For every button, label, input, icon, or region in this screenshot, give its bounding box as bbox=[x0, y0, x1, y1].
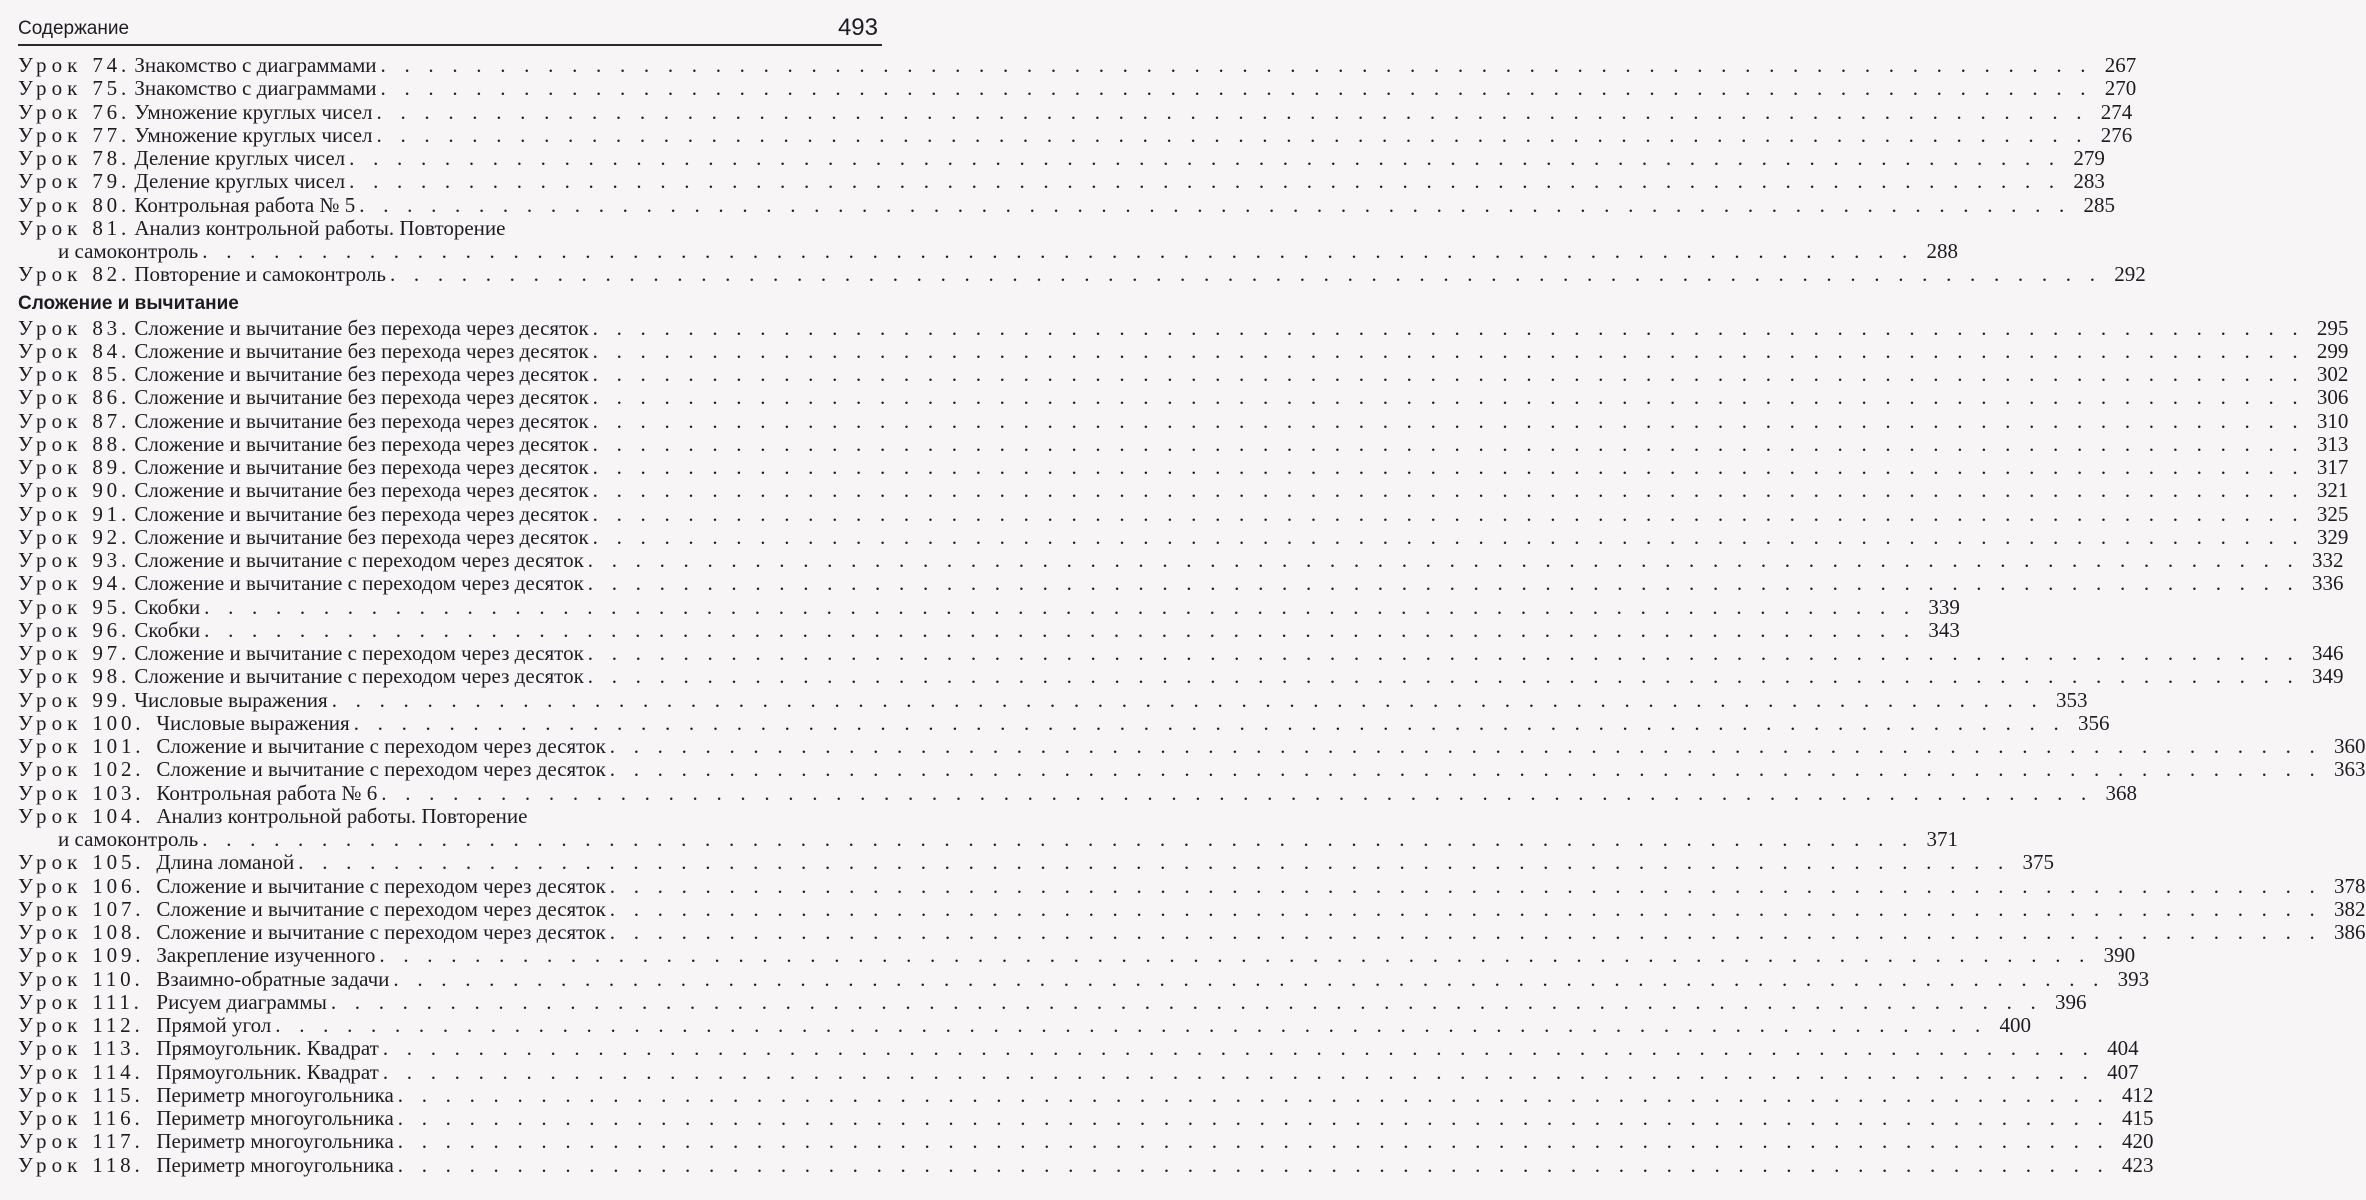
dot-leader: . . . . . . . . . . . . . . . . . . . . . . . . . . . . . . . . . . . . . . . . . . . . . . . . . . . . . . . . . . . . . . . . . . . . . . . . bbox=[330, 989, 2043, 1014]
dot-leader: . . . . . . . . . . . . . . . . . . . . . . . . . . . . . . . . . . . . . . . . . . . . . . . . . . . . . . . . . . . . . . . . . . . . . . . . bbox=[609, 873, 2322, 898]
lesson-title: Сложение и вычитание с переходом через десяток bbox=[134, 548, 584, 572]
lesson-label: Урок bbox=[18, 478, 83, 503]
lesson-title: Прямой угол bbox=[156, 1013, 272, 1037]
dot-leader: . . . . . . . . . . . . . . . . . . . . . . . . . . . . . . . . . . . . . . . . . . . . . . . . . . . . . . . . . . . . . . . . . . . . . . . . bbox=[592, 524, 2305, 549]
page-ref: 349 bbox=[2312, 664, 2344, 689]
lesson-label: Урок bbox=[18, 315, 83, 340]
lesson-title-continued: и самоконтроль bbox=[58, 239, 199, 263]
lesson-label: Урок bbox=[18, 99, 83, 124]
lesson-number: 109. bbox=[92, 943, 145, 968]
lesson-number: 99. bbox=[92, 687, 130, 712]
toc-entry bbox=[18, 873, 2366, 898]
lesson-title: Сложение и вычитание с переходом через десяток bbox=[156, 920, 606, 944]
page-ref: 306 bbox=[2316, 385, 2349, 410]
dot-leader: . . . . . . . . . . . . . . . . . . . . . . . . . . . . . . . . . . . . . . . . . . . . . . . . . . . . . . . . . . . . . . . . . . . . . . . . bbox=[379, 943, 2092, 968]
dot-leader: . . . . . . . . . . . . . . . . . . . . . . . . . . . . . . . . . . . . . . . . . . . . . . . . . . . . . . . . . . . . . . . . . . . . . . . . bbox=[382, 1059, 2095, 1084]
page-ref: 288 bbox=[1926, 239, 1958, 263]
page-ref: 332 bbox=[2312, 548, 2344, 572]
page-ref: 386 bbox=[2334, 920, 2366, 944]
lesson-label: Урок bbox=[18, 192, 83, 217]
toc-entry bbox=[18, 1059, 2139, 1084]
lesson-number: 82. bbox=[92, 262, 130, 287]
toc-entry bbox=[18, 571, 2344, 596]
toc-entry bbox=[18, 122, 2133, 147]
lesson-number: 114. bbox=[92, 1059, 144, 1084]
toc-entry bbox=[18, 385, 2349, 410]
dot-leader: . . . . . . . . . . . . . . . . . . . . . . . . . . . . . . . . . . . . . . . . . . . . . . . . . . . . . . . . . . . . . . . . . . . . . . . . bbox=[349, 169, 2061, 194]
dot-leader: . . . . . . . . . . . . . . . . . . . . . . . . . . . . . . . . . . . . . . . . . . . . . . . . . . . . . . . . . . . . . . . . . . . . . . . . bbox=[592, 431, 2305, 456]
toc-entry bbox=[18, 687, 2088, 712]
toc-entry bbox=[18, 431, 2349, 456]
page-ref: 360 bbox=[2334, 734, 2366, 758]
lesson-label: Урок bbox=[18, 53, 83, 77]
toc-entry bbox=[18, 966, 2150, 991]
page-ref: 353 bbox=[2055, 687, 2088, 712]
lesson-title: Периметр многоугольника bbox=[156, 1152, 394, 1177]
toc-entry bbox=[18, 524, 2349, 549]
toc-entry bbox=[18, 896, 2366, 921]
lesson-label: Урок bbox=[18, 385, 83, 410]
dot-leader: . . . . . . . . . . . . . . . . . . . . . . . . . . . . . . . . . . . . . . . . . . . . . . . . . . . . . . . . . . . . . . . . . . . . . . . . bbox=[389, 262, 2102, 287]
lesson-number: 79. bbox=[92, 169, 130, 194]
lesson-label: Урок bbox=[18, 710, 83, 735]
lesson-number: 110. bbox=[92, 966, 144, 991]
lesson-title: Деление круглых чисел bbox=[134, 146, 346, 170]
lesson-number: 108. bbox=[92, 920, 145, 944]
page-ref: 356 bbox=[2077, 710, 2110, 735]
section-heading: Сложение и вычитание bbox=[18, 292, 239, 314]
toc-entry bbox=[18, 501, 2349, 526]
lesson-label: Урок bbox=[18, 408, 83, 433]
page-ref: 302 bbox=[2316, 362, 2349, 386]
dot-leader: . . . . . . . . . . . . . . . . . . . . . . . . . . . . . . . . . . . . . . . . . . . . . . . . . . . . . . . . . . . . . . . . . . . . . . . . bbox=[587, 571, 2300, 596]
lesson-label: Урок bbox=[18, 734, 83, 758]
lesson-number: 77. bbox=[92, 122, 130, 147]
page-ref: 412 bbox=[2122, 1082, 2154, 1107]
toc-entry bbox=[18, 1129, 2154, 1154]
toc-entry bbox=[18, 1106, 2154, 1130]
toc-entry bbox=[18, 1152, 2154, 1177]
toc-entry bbox=[18, 943, 2136, 968]
lesson-title: Анализ контрольной работы. Повторение bbox=[156, 803, 528, 828]
page-ref: 339 bbox=[1928, 594, 1960, 619]
lesson-title: Числовые выражения bbox=[134, 687, 328, 712]
dot-leader: . . . . . . . . . . . . . . . . . . . . . . . . . . . . . . . . . . . . . . . . . . . . . . . . . . . . . . . . . . . . . . . . . . . . . . . . bbox=[393, 966, 2106, 991]
lesson-title: Сложение и вычитание без перехода через десяток bbox=[134, 362, 589, 386]
lesson-label: Урок bbox=[18, 943, 83, 968]
lesson-number: 100. bbox=[92, 710, 145, 735]
page-ref: 363 bbox=[2334, 757, 2366, 782]
lesson-title: Взаимно-обратные задачи bbox=[156, 966, 390, 991]
lesson-title: Сложение и вычитание без перехода через десяток bbox=[134, 524, 589, 549]
lesson-number: 113. bbox=[92, 1036, 144, 1061]
dot-leader: . . . . . . . . . . . . . . . . . . . . . . . . . . . . . . . . . . . . . . . . . . . . . . . . . . . . . . . . . . . . . . . . . . . . . . . . bbox=[202, 827, 1914, 851]
lesson-title: Сложение и вычитание с переходом через десяток bbox=[156, 873, 606, 898]
lesson-label: Урок bbox=[18, 548, 83, 572]
lesson-number: 117. bbox=[92, 1129, 144, 1154]
dot-leader: . . . . . . . . . . . . . . . . . . . . . . . . . . . . . . . . . . . . . . . . . . . . . . . . . . . . . . . . . . . . . . . . . . . . . . . . bbox=[376, 99, 2089, 124]
page-ref: 329 bbox=[2316, 524, 2349, 549]
page-number: 493 bbox=[837, 14, 878, 41]
lesson-number: 86. bbox=[92, 385, 130, 410]
lesson-title-continued: и самоконтроль bbox=[58, 827, 199, 851]
lesson-title: Сложение и вычитание с переходом через десяток bbox=[134, 641, 584, 665]
lesson-title: Контрольная работа № 5 bbox=[134, 192, 356, 217]
page-ref: 390 bbox=[2103, 943, 2136, 968]
page-ref: 336 bbox=[2312, 571, 2344, 596]
page-ref: 313 bbox=[2316, 431, 2349, 456]
toc-entry bbox=[18, 362, 2349, 386]
dot-leader: . . . . . . . . . . . . . . . . . . . . . . . . . . . . . . . . . . . . . . . . . . . . . . . . . . . . . . . . . . . . . . . . . . . . . . . . bbox=[353, 710, 2066, 735]
lesson-label: Урок bbox=[18, 362, 83, 386]
toc-entry bbox=[18, 262, 2146, 287]
lesson-label: Урок bbox=[18, 687, 83, 712]
lesson-title: Скобки bbox=[134, 594, 201, 619]
lesson-number: 90. bbox=[92, 478, 130, 503]
lesson-number: 105. bbox=[92, 850, 145, 875]
lesson-label: Урок bbox=[18, 122, 83, 147]
lesson-label: Урок bbox=[18, 780, 83, 805]
lesson-number: 115. bbox=[92, 1082, 144, 1107]
page-ref: 396 bbox=[2055, 989, 2087, 1014]
page-ref: 292 bbox=[2114, 262, 2146, 287]
dot-leader: . . . . . . . . . . . . . . . . . . . . . . . . . . . . . . . . . . . . . . . . . . . . . . . . . . . . . . . . . . . . . . . . . . . . . . . . bbox=[609, 896, 2322, 921]
dot-leader: . . . . . . . . . . . . . . . . . . . . . . . . . . . . . . . . . . . . . . . . . . . . . . . . . . . . . . . . . . . . . . . . . . . . . . . . bbox=[592, 362, 2305, 386]
lesson-label: Урок bbox=[18, 1013, 83, 1037]
page-ref: 393 bbox=[2117, 966, 2150, 991]
lesson-label: Урок bbox=[18, 1106, 83, 1130]
lesson-title: Знакомство с диаграммами bbox=[134, 53, 377, 77]
lesson-title: Сложение и вычитание без перехода через десяток bbox=[134, 385, 589, 410]
page-ref: 400 bbox=[1999, 1013, 2032, 1037]
lesson-label: Урок bbox=[18, 431, 83, 456]
lesson-label: Урок bbox=[18, 664, 83, 689]
lesson-title: Рисуем диаграммы bbox=[156, 989, 327, 1014]
lesson-number: 101. bbox=[92, 734, 145, 758]
page-ref: 310 bbox=[2316, 408, 2349, 433]
running-title: Содержание bbox=[18, 18, 130, 39]
dot-leader: . . . . . . . . . . . . . . . . . . . . . . . . . . . . . . . . . . . . . . . . . . . . . . . . . . . . . . . . . . . . . . . . . . . . . . . . bbox=[587, 641, 2300, 665]
lesson-number: 88. bbox=[92, 431, 130, 456]
toc-entry bbox=[18, 780, 2138, 805]
dot-leader: . . . . . . . . . . . . . . . . . . . . . . . . . . . . . . . . . . . . . . . . . . . . . . . . . . . . . . . . . . . . . . . . . . . . . . . . bbox=[298, 850, 2010, 875]
toc-entry bbox=[18, 1082, 2154, 1107]
toc-entry bbox=[18, 641, 2344, 665]
lesson-number: 118. bbox=[92, 1152, 144, 1177]
page-ref: 274 bbox=[2100, 99, 2133, 124]
page-ref: 295 bbox=[2316, 315, 2349, 340]
toc-entry bbox=[18, 1036, 2139, 1061]
lesson-title: Сложение и вычитание с переходом через десяток bbox=[156, 896, 606, 921]
lesson-number: 103. bbox=[92, 780, 145, 805]
lesson-number: 93. bbox=[92, 548, 130, 572]
toc-entry bbox=[18, 76, 2137, 101]
dot-leader: . . . . . . . . . . . . . . . . . . . . . . . . . . . . . . . . . . . . . . . . . . . . . . . . . . . . . . . . . . . . . . . . . . . . . . . . bbox=[609, 734, 2322, 758]
lesson-title: Скобки bbox=[134, 617, 201, 642]
lesson-label: Урок bbox=[18, 76, 83, 101]
dot-leader: . . . . . . . . . . . . . . . . . . . . . . . . . . . . . . . . . . . . . . . . . . . . . . . . . . . . . . . . . . . . . . . . . . . . . . . . bbox=[592, 455, 2305, 479]
toc-entry-continuation bbox=[18, 827, 1958, 851]
page-ref: 407 bbox=[2107, 1059, 2139, 1084]
page-ref: 325 bbox=[2316, 501, 2349, 526]
toc-entry bbox=[18, 99, 2133, 124]
lesson-title: Сложение и вычитание без перехода через десяток bbox=[134, 338, 589, 363]
toc-entry bbox=[18, 192, 2116, 217]
dot-leader: . . . . . . . . . . . . . . . . . . . . . . . . . . . . . . . . . . . . . . . . . . . . . . . . . . . . . . . . . . . . . . . . . . . . . . . . bbox=[204, 617, 1916, 642]
toc-entry bbox=[18, 315, 2349, 340]
page-ref: 343 bbox=[1928, 617, 1960, 642]
page-ref: 346 bbox=[2312, 641, 2344, 665]
lesson-number: 75. bbox=[92, 76, 130, 101]
toc-entry-continuation bbox=[18, 239, 1958, 263]
lesson-label: Урок bbox=[18, 803, 83, 828]
lesson-label: Урок bbox=[18, 1129, 83, 1154]
page-ref: 420 bbox=[2122, 1129, 2154, 1154]
lesson-number: 84. bbox=[92, 338, 130, 363]
dot-leader: . . . . . . . . . . . . . . . . . . . . . . . . . . . . . . . . . . . . . . . . . . . . . . . . . . . . . . . . . . . . . . . . . . . . . . . . bbox=[592, 338, 2305, 363]
dot-leader: . . . . . . . . . . . . . . . . . . . . . . . . . . . . . . . . . . . . . . . . . . . . . . . . . . . . . . . . . . . . . . . . . . . . . . . . bbox=[376, 122, 2089, 147]
page-ref: 371 bbox=[1926, 827, 1958, 851]
page-ref: 279 bbox=[2073, 146, 2105, 170]
lesson-title: Сложение и вычитание без перехода через десяток bbox=[134, 478, 589, 503]
lesson-number: 80. bbox=[92, 192, 130, 217]
lesson-label: Урок bbox=[18, 617, 83, 642]
lesson-number: 98. bbox=[92, 664, 130, 689]
dot-leader: . . . . . . . . . . . . . . . . . . . . . . . . . . . . . . . . . . . . . . . . . . . . . . . . . . . . . . . . . . . . . . . . . . . . . . . . bbox=[592, 501, 2305, 526]
dot-leader: . . . . . . . . . . . . . . . . . . . . . . . . . . . . . . . . . . . . . . . . . . . . . . . . . . . . . . . . . . . . . . . . . . . . . . . . bbox=[349, 146, 2061, 170]
toc-entry bbox=[18, 478, 2349, 503]
page-ref: 267 bbox=[2104, 53, 2137, 77]
lesson-number: 97. bbox=[92, 641, 130, 665]
dot-leader: . . . . . . . . . . . . . . . . . . . . . . . . . . . . . . . . . . . . . . . . . . . . . . . . . . . . . . . . . . . . . . . . . . . . . . . . bbox=[587, 548, 2300, 572]
lesson-label: Урок bbox=[18, 571, 83, 596]
lesson-title: Повторение и самоконтроль bbox=[134, 262, 386, 287]
lesson-number: 91. bbox=[92, 501, 130, 526]
lesson-number: 112. bbox=[92, 1013, 144, 1037]
lesson-label: Урок bbox=[18, 1036, 83, 1061]
lesson-number: 106. bbox=[92, 873, 145, 898]
lesson-title: Периметр многоугольника bbox=[156, 1106, 394, 1130]
dot-leader: . . . . . . . . . . . . . . . . . . . . . . . . . . . . . . . . . . . . . . . . . . . . . . . . . . . . . . . . . . . . . . . . . . . . . . . . bbox=[592, 315, 2305, 340]
lesson-label: Урок bbox=[18, 989, 83, 1014]
lesson-title: Сложение и вычитание без перехода через десяток bbox=[134, 501, 589, 526]
toc-entry bbox=[18, 548, 2344, 572]
toc-entry bbox=[18, 408, 2349, 433]
lesson-title: Сложение и вычитание без перехода через десяток bbox=[134, 431, 589, 456]
lesson-label: Урок bbox=[18, 850, 83, 875]
toc-entry bbox=[18, 146, 2105, 170]
lesson-label: Урок bbox=[18, 146, 83, 170]
dot-leader: . . . . . . . . . . . . . . . . . . . . . . . . . . . . . . . . . . . . . . . . . . . . . . . . . . . . . . . . . . . . . . . . . . . . . . . . bbox=[331, 687, 2044, 712]
lesson-number: 111. bbox=[92, 989, 143, 1014]
lesson-number: 78. bbox=[92, 146, 130, 170]
toc-entry bbox=[18, 664, 2344, 689]
lesson-label: Урок bbox=[18, 524, 83, 549]
page-ref: 423 bbox=[2122, 1152, 2154, 1177]
lesson-label: Урок bbox=[18, 641, 83, 665]
lesson-title: Сложение и вычитание без перехода через десяток bbox=[134, 408, 589, 433]
lesson-title: Периметр многоугольника bbox=[156, 1082, 394, 1107]
lesson-label: Урок bbox=[18, 966, 83, 991]
toc-entry bbox=[18, 455, 2349, 479]
lesson-title: Сложение и вычитание без перехода через десяток bbox=[134, 455, 589, 479]
dot-leader: . . . . . . . . . . . . . . . . . . . . . . . . . . . . . . . . . . . . . . . . . . . . . . . . . . . . . . . . . . . . . . . . . . . . . . . . bbox=[397, 1152, 2110, 1177]
page-ref: 270 bbox=[2104, 76, 2137, 101]
lesson-number: 83. bbox=[92, 315, 130, 340]
lesson-title: Деление круглых чисел bbox=[134, 169, 346, 194]
lesson-number: 89. bbox=[92, 455, 130, 479]
toc-entry bbox=[18, 217, 888, 240]
dot-leader: . . . . . . . . . . . . . . . . . . . . . . . . . . . . . . . . . . . . . . . . . . . . . . . . . . . . . . . . . . . . . . . . . . . . . . . . bbox=[204, 594, 1916, 619]
page-ref: 375 bbox=[2022, 850, 2054, 875]
lesson-title: Контрольная работа № 6 bbox=[156, 780, 378, 805]
lesson-number: 92. bbox=[92, 524, 130, 549]
lesson-title: Умножение круглых чисел bbox=[134, 99, 373, 124]
toc-entry bbox=[18, 169, 2105, 194]
lesson-number: 85. bbox=[92, 362, 130, 386]
toc-entry bbox=[18, 850, 2054, 875]
dot-leader: . . . . . . . . . . . . . . . . . . . . . . . . . . . . . . . . . . . . . . . . . . . . . . . . . . . . . . . . . . . . . . . . . . . . . . . . bbox=[397, 1129, 2110, 1154]
page-ref: 285 bbox=[2083, 192, 2116, 217]
lesson-number: 102. bbox=[92, 757, 145, 782]
lesson-title: Сложение и вычитание с переходом через десяток bbox=[156, 757, 606, 782]
lesson-number: 104. bbox=[92, 803, 145, 828]
dot-leader: . . . . . . . . . . . . . . . . . . . . . . . . . . . . . . . . . . . . . . . . . . . . . . . . . . . . . . . . . . . . . . . . . . . . . . . . bbox=[609, 757, 2322, 782]
lesson-label: Урок bbox=[18, 169, 83, 194]
toc-entry bbox=[18, 989, 2087, 1014]
dot-leader: . . . . . . . . . . . . . . . . . . . . . . . . . . . . . . . . . . . . . . . . . . . . . . . . . . . . . . . . . . . . . . . . . . . . . . . . bbox=[202, 239, 1914, 263]
toc-entry bbox=[18, 757, 2366, 782]
lesson-number: 95. bbox=[92, 594, 130, 619]
dot-leader: . . . . . . . . . . . . . . . . . . . . . . . . . . . . . . . . . . . . . . . . . . . . . . . . . . . . . . . . . . . . . . . . . . . . . . . . bbox=[592, 385, 2305, 410]
toc-entry bbox=[18, 734, 2366, 758]
toc-entry bbox=[18, 617, 1960, 642]
lesson-title: Сложение и вычитание без перехода через десяток bbox=[134, 315, 589, 340]
lesson-title: Числовые выражения bbox=[156, 710, 350, 735]
page-ref: 382 bbox=[2334, 896, 2366, 921]
table-of-contents bbox=[18, 53, 2366, 1177]
dot-leader: . . . . . . . . . . . . . . . . . . . . . . . . . . . . . . . . . . . . . . . . . . . . . . . . . . . . . . . . . . . . . . . . . . . . . . . . bbox=[382, 1036, 2095, 1061]
lesson-label: Урок bbox=[18, 1152, 83, 1177]
dot-leader: . . . . . . . . . . . . . . . . . . . . . . . . . . . . . . . . . . . . . . . . . . . . . . . . . . . . . . . . . . . . . . . . . . . . . . . . bbox=[397, 1082, 2110, 1107]
lesson-number: 76. bbox=[92, 99, 130, 124]
dot-leader: . . . . . . . . . . . . . . . . . . . . . . . . . . . . . . . . . . . . . . . . . . . . . . . . . . . . . . . . . . . . . . . . . . . . . . . . bbox=[587, 664, 2300, 689]
page-ref: 276 bbox=[2100, 122, 2133, 147]
lesson-label: Урок bbox=[18, 455, 83, 479]
lesson-label: Урок bbox=[18, 873, 83, 898]
lesson-title: Сложение и вычитание с переходом через десяток bbox=[134, 571, 584, 596]
lesson-label: Урок bbox=[18, 594, 83, 619]
lesson-number: 74. bbox=[92, 53, 130, 77]
running-header bbox=[18, 12, 882, 46]
dot-leader: . . . . . . . . . . . . . . . . . . . . . . . . . . . . . . . . . . . . . . . . . . . . . . . . . . . . . . . . . . . . . . . . . . . . . . . . bbox=[592, 478, 2305, 503]
dot-leader: . . . . . . . . . . . . . . . . . . . . . . . . . . . . . . . . . . . . . . . . . . . . . . . . . . . . . . . . . . . . . . . . . . . . . . . . bbox=[359, 192, 2072, 217]
lesson-label: Урок bbox=[18, 215, 83, 240]
page-ref: 299 bbox=[2316, 338, 2349, 363]
toc-entry bbox=[18, 920, 2366, 944]
lesson-number: 81. bbox=[92, 215, 130, 240]
dot-leader: . . . . . . . . . . . . . . . . . . . . . . . . . . . . . . . . . . . . . . . . . . . . . . . . . . . . . . . . . . . . . . . . . . . . . . . . bbox=[380, 53, 2093, 77]
toc-entry bbox=[18, 1013, 2032, 1037]
page-ref: 404 bbox=[2107, 1036, 2139, 1061]
toc-entry bbox=[18, 53, 2137, 77]
lesson-number: 94. bbox=[92, 571, 130, 596]
page-ref: 415 bbox=[2122, 1106, 2154, 1130]
lesson-label: Урок bbox=[18, 920, 83, 944]
lesson-label: Урок bbox=[18, 896, 83, 921]
toc-entry bbox=[18, 338, 2349, 363]
lesson-title: Прямоугольник. Квадрат bbox=[156, 1036, 379, 1061]
page-ref: 283 bbox=[2073, 169, 2105, 194]
dot-leader: . . . . . . . . . . . . . . . . . . . . . . . . . . . . . . . . . . . . . . . . . . . . . . . . . . . . . . . . . . . . . . . . . . . . . . . . bbox=[609, 920, 2322, 944]
lesson-number: 116. bbox=[92, 1106, 144, 1130]
dot-leader: . . . . . . . . . . . . . . . . . . . . . . . . . . . . . . . . . . . . . . . . . . . . . . . . . . . . . . . . . . . . . . . . . . . . . . . . bbox=[380, 76, 2093, 101]
lesson-label: Урок bbox=[18, 338, 83, 363]
lesson-label: Урок bbox=[18, 1059, 83, 1084]
lesson-label: Урок bbox=[18, 501, 83, 526]
lesson-label: Урок bbox=[18, 262, 83, 287]
toc-entry bbox=[18, 710, 2110, 735]
dot-leader: . . . . . . . . . . . . . . . . . . . . . . . . . . . . . . . . . . . . . . . . . . . . . . . . . . . . . . . . . . . . . . . . . . . . . . . . bbox=[381, 780, 2094, 805]
lesson-title: Анализ контрольной работы. Повторение bbox=[134, 215, 506, 240]
lesson-label: Урок bbox=[18, 757, 83, 782]
page-ref: 321 bbox=[2316, 478, 2349, 503]
lesson-label: Урок bbox=[18, 1082, 83, 1107]
lesson-title: Длина ломаной bbox=[156, 850, 295, 875]
lesson-number: 96. bbox=[92, 617, 130, 642]
lesson-title: Периметр многоугольника bbox=[156, 1129, 394, 1154]
toc-group-1 bbox=[18, 53, 2146, 287]
lesson-title: Знакомство с диаграммами bbox=[134, 76, 377, 101]
page-ref: 378 bbox=[2334, 873, 2366, 898]
page-ref: 317 bbox=[2316, 455, 2349, 479]
lesson-number: 107. bbox=[92, 896, 145, 921]
toc-group-2 bbox=[18, 315, 2366, 1177]
page-ref: 368 bbox=[2105, 780, 2138, 805]
dot-leader: . . . . . . . . . . . . . . . . . . . . . . . . . . . . . . . . . . . . . . . . . . . . . . . . . . . . . . . . . . . . . . . . . . . . . . . . bbox=[275, 1013, 1988, 1037]
lesson-title: Умножение круглых чисел bbox=[134, 122, 373, 147]
toc-entry bbox=[18, 805, 888, 828]
lesson-title: Сложение и вычитание с переходом через десяток bbox=[134, 664, 584, 689]
toc-entry bbox=[18, 594, 1960, 619]
lesson-title: Сложение и вычитание с переходом через десяток bbox=[156, 734, 606, 758]
dot-leader: . . . . . . . . . . . . . . . . . . . . . . . . . . . . . . . . . . . . . . . . . . . . . . . . . . . . . . . . . . . . . . . . . . . . . . . . bbox=[592, 408, 2305, 433]
lesson-title: Прямоугольник. Квадрат bbox=[156, 1059, 379, 1084]
dot-leader: . . . . . . . . . . . . . . . . . . . . . . . . . . . . . . . . . . . . . . . . . . . . . . . . . . . . . . . . . . . . . . . . . . . . . . . . bbox=[397, 1106, 2110, 1130]
lesson-number: 87. bbox=[92, 408, 130, 433]
lesson-title: Закрепление изученного bbox=[156, 943, 376, 968]
